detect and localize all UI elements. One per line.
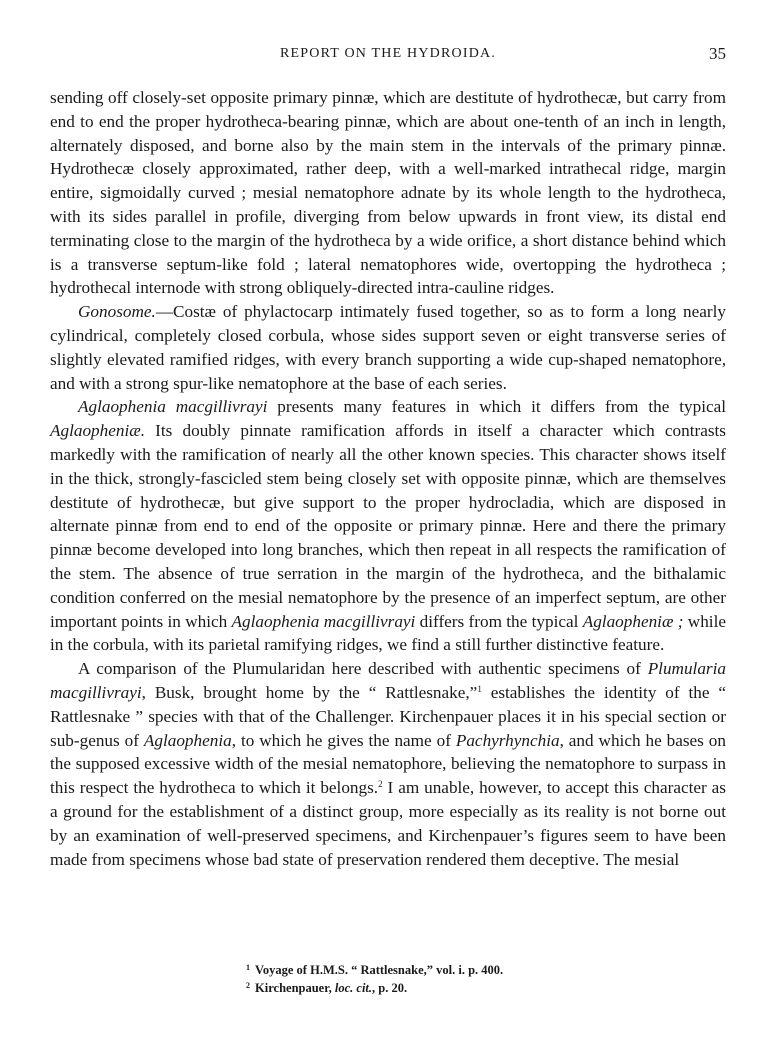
italic-term: Aglaophenia macgillivrayi [78, 397, 268, 417]
text-run: sending off closely-set opposite primary pinnæ, which are destitute of hydrothecæ, but carry from end to end the proper hydrotheca-bearing pinnæ, which are about one-tenth of an inch in length, alternately disposed, and borne also by the main stem in the intervals of the primary pinnæ. Hydrothecæ closely approximated, rather deep, with a well-marked intrathecal ridge, margin entire, sigmoidally curved ; mesial nematophore adnate by its whole length to the hydrotheca, with its sides parallel in profile, diverging from below upwards in front view, its distal end terminating close to the margin of the hydrotheca by a wide orifice, a short distance behind which is a transverse septum-like fold ; lateral nematophores wide, overtopping the hydrotheca ; hydrothecal internode with strong obliquely-directed intra-cauline ridges. [50, 88, 726, 298]
text-run: Its doubly pinnate ramification affords in itself a character which contrasts markedly with the ramification of nearly all the other known species. This character shows itself in the thick, strongly-fascicled stem being closely set with opposite pinnæ, which are themselves destitute of hydrothecæ, but give support to the proper hydrocladia, which are disposed in alternate pinnæ from end to end of the opposite or primary pinnæ. Here and there the primary pinnæ become developed into long branches, which then repeat in all respects the ramification of the stem. The absence of true serration in the margin of the hydrotheca, and the bithalamic condition conferred on the mesial nematophore by the presence of an imperfect septum, are other important points in which [50, 421, 726, 631]
text-run: I am unable, however, to accept this character as a ground for the establishment of a distinct group, more especially as its reality is not borne out by an examination of well-preserved specimens, and Kirchenpauer’s figures seem to have been made from specimens whose bad state of preservation rendered them deceptive. The mesial [50, 778, 726, 869]
text-run: , to which he gives the name of [231, 730, 456, 750]
footnotes [246, 960, 503, 996]
paragraph-aglaophenia-features [50, 395, 726, 657]
italic-term: Aglaophenia [143, 730, 232, 750]
footnote-reference: 2 [378, 779, 383, 790]
text-run: establishes the identity of the “ Rattlesnake ” species with that of the Challenger. Kirchenpauer places it in his special section or sub-genus of [50, 682, 726, 750]
text-run: —Costæ of phylactocarp intimately fused together, so as to form a long nearly cylindrical, completely closed corbula, whose sides support seven or eight transverse series of slightly elevated ramified ridges, with every branch supporting a wide cup-shaped nematophore, and with a strong spur-like nematophore at the base of each series. [50, 302, 726, 393]
text-run: differs from the typical [415, 611, 583, 631]
paragraph-gonosome [50, 300, 726, 395]
italic-term: Aglaophenia macgillivrayi [231, 611, 416, 631]
footnote [246, 960, 503, 978]
paragraph-continuation [50, 86, 726, 300]
text-run: , p. 20. [372, 981, 408, 995]
text-run: , and which he bases on the supposed excessive width of the mesial nematophore, believing the nematophore to surpass in this respect the hydrotheca to which it belongs. [50, 730, 726, 798]
italic-term: Pachyrhynchia [455, 730, 560, 750]
paragraph-comparison [50, 657, 726, 871]
text-run: presents many features in which it differs from the typical [267, 397, 726, 417]
italic-term: Aglaopheniæ ; [582, 611, 684, 631]
text-run: A comparison of the Plumularidan here described with authentic specimens of [78, 659, 648, 679]
footnote [246, 978, 503, 996]
text-run: , Busk, brought home by the “ Rattlesnake,” [141, 682, 478, 702]
text-run: Voyage of H.M.S. “ Rattlesnake,” vol. i. p. 400. [255, 963, 504, 977]
page-header [50, 44, 726, 66]
footnote-reference: 1 [477, 683, 482, 694]
page-number: 35 [709, 44, 726, 63]
footnote-mark: 1 [246, 963, 250, 972]
italic-term: Plumularia macgillivrayi [50, 659, 726, 702]
text-run: Kirchenpauer, [255, 981, 335, 995]
italic-term: Aglaopheniæ. [50, 421, 146, 441]
footnote-mark: 2 [246, 981, 250, 990]
running-head: REPORT ON THE HYDROIDA. [279, 46, 497, 61]
body-text [50, 86, 726, 871]
italic-term: Gonosome. [78, 302, 156, 322]
text-run: while in the corbula, with its parietal ramifying ridges, we find a still further distinctive feature. [50, 611, 726, 655]
italic-term: loc. cit. [334, 981, 373, 995]
